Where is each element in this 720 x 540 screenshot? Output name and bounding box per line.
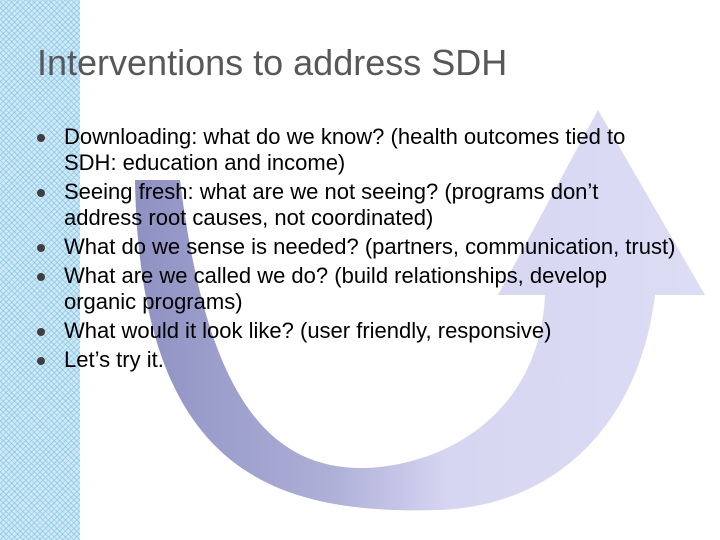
slide-title: Interventions to address SDH (37, 42, 508, 83)
bullet-item (36, 263, 676, 315)
bullet-text: What do we sense is needed? (partners, communication, trust) (64, 234, 676, 259)
bullet-item (36, 347, 676, 373)
bullet-dot-icon (37, 328, 45, 336)
bullet-text: What would it look like? (user friendly, responsive) (64, 318, 552, 343)
bullet-item (36, 318, 676, 344)
bullet-item (36, 179, 676, 231)
bullet-text: Seeing fresh: what are we not seeing? (programs don’t address root causes, not coordinated) (64, 179, 599, 230)
bullet-dot-icon (37, 273, 45, 281)
bullet-dot-icon (37, 134, 45, 142)
bullet-dot-icon (37, 189, 45, 197)
bullet-item (36, 124, 676, 176)
bullet-text: What are we called we do? (build relationships, develop organic programs) (64, 263, 607, 314)
bullet-list (36, 124, 676, 376)
bullet-item (36, 234, 676, 260)
bullet-dot-icon (37, 244, 45, 252)
bullet-text: Downloading: what do we know? (health outcomes tied to SDH: education and income) (64, 124, 626, 175)
bullet-text: Let’s try it. (64, 347, 164, 372)
bullet-dot-icon (37, 357, 45, 365)
